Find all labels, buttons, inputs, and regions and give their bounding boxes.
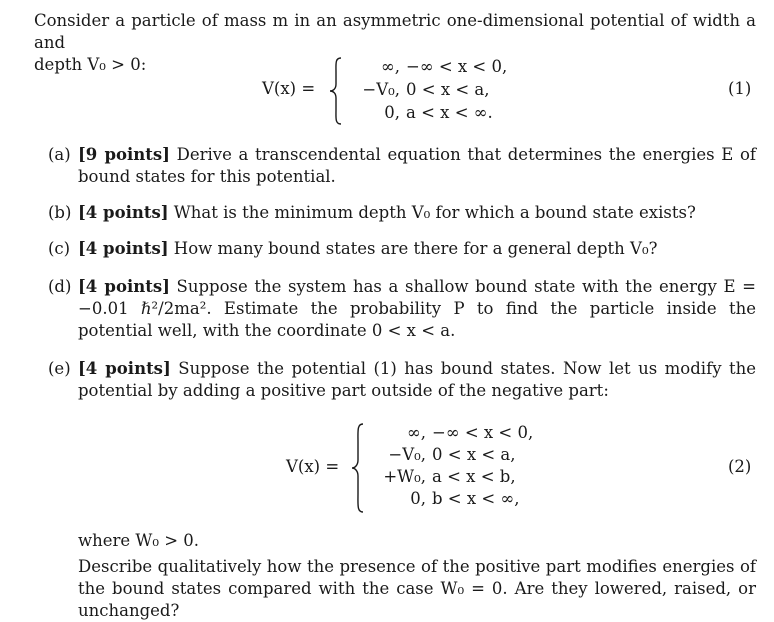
- intro-line-2: depth V₀ > 0:: [34, 55, 147, 74]
- part-d-points: [4 points]: [78, 277, 170, 296]
- eq2-row-range: b < x < ∞,: [432, 489, 520, 508]
- eq2-lhs: V(x) =: [286, 457, 340, 476]
- part-b: [48, 202, 756, 224]
- part-a: [48, 144, 756, 188]
- part-d: [48, 276, 756, 342]
- eq1-row-range: 0 < x < a,: [406, 80, 490, 99]
- eq1-row-value: −V₀,: [362, 80, 400, 99]
- part-e-label: (e): [48, 359, 71, 378]
- where-line: where W₀ > 0.: [78, 531, 200, 550]
- eq1-row-value: ∞,: [381, 57, 400, 76]
- part-a-label: (a): [48, 145, 71, 164]
- part-a-points: [9 points]: [78, 145, 170, 164]
- part-e-text: Suppose the potential (1) has bound states. Now let us modify the potential by adding a positive part outside of the negative part:: [78, 359, 757, 400]
- part-c-label: (c): [48, 239, 71, 258]
- equation-2: [0, 422, 774, 514]
- part-e: [48, 358, 756, 402]
- part-c-text: How many bound states are there for a general depth V₀?: [168, 239, 658, 258]
- eq1-row-range: a < x < ∞.: [406, 103, 493, 122]
- part-d-label: (d): [48, 277, 72, 296]
- intro-line-1: Consider a particle of mass m in an asymmetric one-dimensional potential of width a and: [34, 11, 756, 52]
- eq1-row-range: −∞ < x < 0,: [406, 57, 508, 76]
- equation-2-number: (2): [728, 457, 752, 476]
- equation-1: [0, 56, 774, 126]
- part-e-points: [4 points]: [78, 359, 171, 378]
- eq2-row-value: 0,: [410, 489, 426, 508]
- part-c-points: [4 points]: [78, 239, 169, 258]
- closing-paragraph: Describe qualitatively how the presence of the positive part modifies energies of the bound states compared with the case W₀ = 0. Are they lowered, raised, or unchanged?: [78, 557, 756, 620]
- part-d-text: Suppose the system has a shallow bound state with the energy E = −0.01 ℏ²/2ma². Estimate the probability P to find the particle inside the potential well, with the coordinate 0 < x < a.: [78, 277, 756, 340]
- eq2-row-range: −∞ < x < 0,: [432, 423, 534, 442]
- eq2-row-range: a < x < b,: [432, 467, 516, 486]
- part-c: [48, 238, 756, 260]
- equation-1-number: (1): [728, 79, 752, 98]
- part-b-text: What is the minimum depth V₀ for which a bound state exists?: [168, 203, 696, 222]
- eq1-lhs: V(x) =: [262, 79, 316, 98]
- part-a-text: Derive a transcendental equation that determines the energies E of bound states for this potential.: [78, 145, 756, 186]
- eq1-row-value: 0,: [384, 103, 400, 122]
- eq2-row-value: ∞,: [407, 423, 426, 442]
- part-b-points: [4 points]: [78, 203, 169, 222]
- eq2-left-brace: [350, 422, 366, 514]
- eq2-row-range: 0 < x < a,: [432, 445, 516, 464]
- eq2-row-value: −V₀,: [388, 445, 426, 464]
- eq2-row-value: +W₀,: [383, 467, 426, 486]
- eq1-left-brace: [328, 56, 344, 126]
- part-b-label: (b): [48, 203, 72, 222]
